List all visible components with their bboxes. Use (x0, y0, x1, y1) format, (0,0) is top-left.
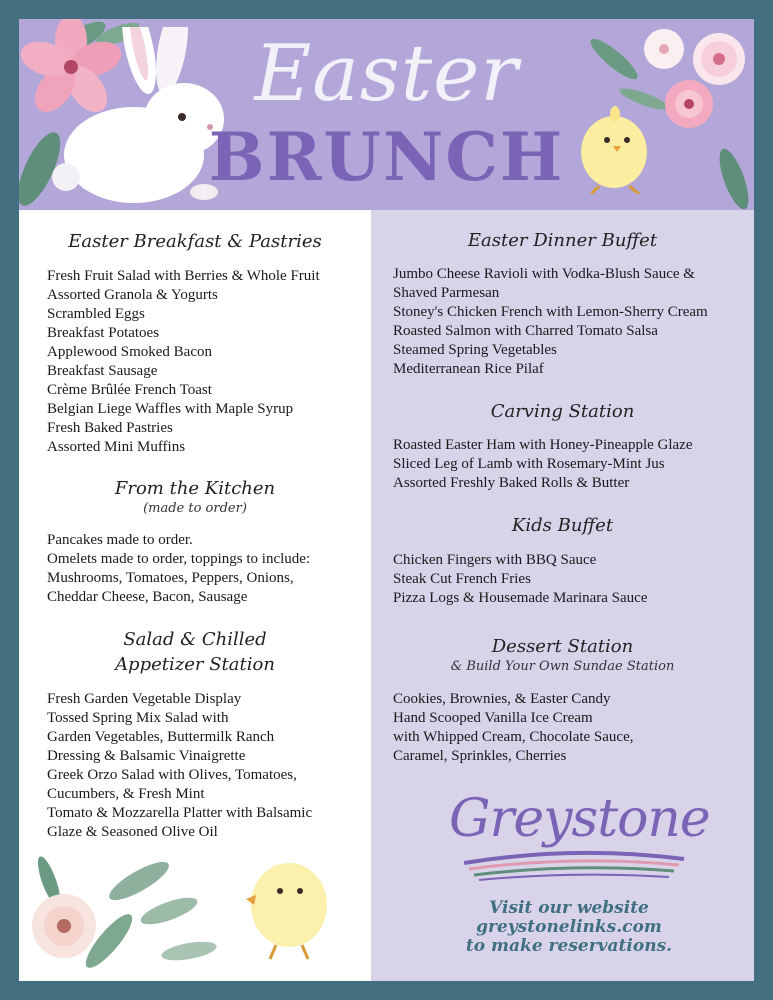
list-item: Stoney's Chicken French with Lemon-Sherry Cream (393, 304, 708, 320)
section-title-salad-line2: Appetizer Station (115, 654, 275, 675)
list-item: Assorted Freshly Baked Rolls & Butter (393, 475, 630, 491)
website-link[interactable]: greystonelinks.com (476, 917, 662, 937)
header-banner (19, 19, 754, 210)
list-dinner (393, 265, 708, 379)
list-item: Steak Cut French Fries (393, 571, 531, 587)
list-item: Glaze & Seasoned Olive Oil (47, 824, 218, 840)
visit-line-1: Visit our website (489, 898, 649, 918)
list-item: Applewood Smoked Bacon (47, 344, 212, 360)
list-item: Assorted Granola & Yogurts (47, 287, 218, 303)
list-item: Scrambled Eggs (47, 306, 145, 322)
list-item: Hand Scooped Vanilla Ice Cream (393, 710, 593, 726)
list-kitchen (47, 531, 310, 607)
section-title-kitchen: From the Kitchen (114, 478, 276, 499)
list-carving (393, 436, 693, 493)
logo-swoosh-icon (459, 845, 689, 885)
list-item: with Whipped Cream, Chocolate Sauce, (393, 729, 634, 745)
visit-website-text (419, 899, 719, 956)
section-title-dessert: Dessert Station (491, 636, 634, 657)
section-dinner (371, 228, 754, 253)
list-item: Tossed Spring Mix Salad with (47, 710, 229, 726)
section-salad (19, 627, 371, 677)
list-kids (393, 551, 648, 608)
list-item: Greek Orzo Salad with Olives, Tomatoes, (47, 767, 297, 783)
section-kids (371, 513, 754, 538)
list-item: Breakfast Potatoes (47, 325, 160, 341)
list-item: Cookies, Brownies, & Easter Candy (393, 691, 611, 707)
list-item: Tomato & Mozzarella Platter with Balsamic (47, 805, 313, 821)
list-item: Crème Brûlée French Toast (47, 382, 212, 398)
list-item: Mediterranean Rice Pilaf (393, 361, 544, 377)
leaves-flower-bottom-icon (19, 841, 219, 981)
list-item: Pancakes made to order. (47, 532, 193, 548)
section-title-breakfast: Easter Breakfast & Pastries (68, 231, 322, 252)
section-title-carving: Carving Station (490, 401, 635, 422)
list-salad (47, 690, 312, 842)
list-item: Caramel, Sprinkles, Cherries (393, 748, 567, 764)
list-item: Cucumbers, & Fresh Mint (47, 786, 205, 802)
list-item: Omelets made to order, toppings to include: (47, 551, 311, 567)
section-breakfast (19, 229, 371, 254)
list-item: Roasted Salmon with Charred Tomato Salsa (393, 323, 658, 339)
section-dessert (371, 634, 754, 675)
list-item: Fresh Fruit Salad with Berries & Whole Fruit (47, 268, 320, 284)
chick-bottom-illustration-icon (234, 847, 344, 967)
list-item: Belgian Liege Waffles with Maple Syrup (47, 401, 294, 417)
list-item: Sliced Leg of Lamb with Rosemary-Mint Jus (393, 456, 665, 472)
list-item: Garden Vegetables, Buttermilk Ranch (47, 729, 275, 745)
list-item: Mushrooms, Tomatoes, Peppers, Onions, (47, 570, 294, 586)
list-breakfast (47, 267, 320, 457)
section-kitchen (19, 476, 371, 517)
list-item: Pizza Logs & Housemade Marinara Sauce (393, 590, 648, 606)
list-item: Cheddar Cheese, Bacon, Sausage (47, 589, 248, 605)
list-item: Dressing & Balsamic Vinaigrette (47, 748, 246, 764)
list-item: Jumbo Cheese Ravioli with Vodka-Blush Sauce & (393, 266, 695, 282)
section-title-salad-line1: Salad & Chilled (123, 629, 267, 650)
menu-page (19, 19, 754, 981)
list-item: Fresh Garden Vegetable Display (47, 691, 242, 707)
list-item: Breakfast Sausage (47, 363, 158, 379)
section-subtitle-kitchen: (made to order) (143, 501, 247, 516)
list-item: Assorted Mini Muffins (47, 439, 186, 455)
section-subtitle-dessert: & Build Your Own Sundae Station (450, 659, 675, 674)
section-carving (371, 399, 754, 424)
greystone-logo: Greystone (449, 789, 710, 849)
page-title: BRUNCH (208, 118, 565, 196)
title-script-text: Easter (254, 29, 519, 119)
list-dessert (393, 690, 634, 766)
section-title-dinner: Easter Dinner Buffet (467, 230, 658, 251)
list-item: Shaved Parmesan (393, 285, 500, 301)
visit-line-3: to make reservations. (465, 936, 673, 956)
list-item: Steamed Spring Vegetables (393, 342, 557, 358)
list-item: Chicken Fingers with BBQ Sauce (393, 552, 597, 568)
section-title-kids: Kids Buffet (511, 515, 614, 536)
list-item: Roasted Easter Ham with Honey-Pineapple Glaze (393, 437, 693, 453)
list-item: Fresh Baked Pastries (47, 420, 173, 436)
